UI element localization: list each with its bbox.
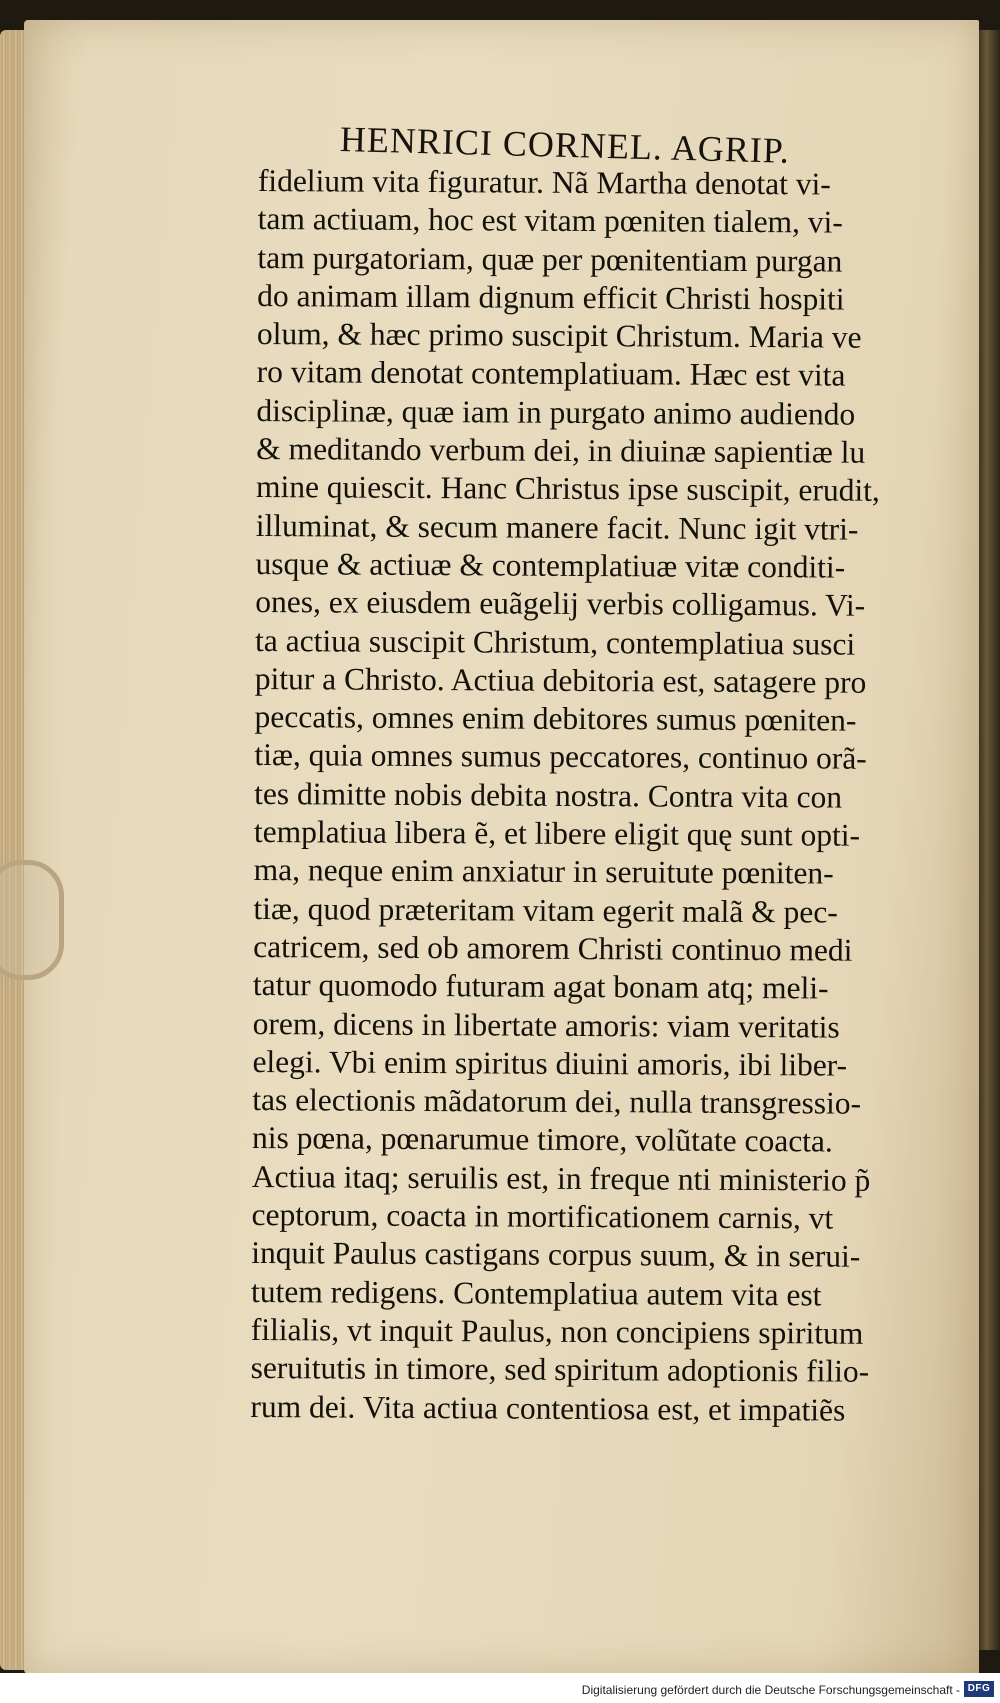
text-line: rum dei. Vita actiua contentiosa est, et impatiẽs: [250, 1388, 846, 1428]
text-line: mine quiescit. Hanc Christus ipse suscipit, erudit,: [255, 469, 880, 509]
dfg-logo: DFG: [964, 1681, 994, 1697]
text-line: & meditando verbum dei, in diuinæ sapientiæ lu: [256, 431, 866, 470]
text-line: ro vitam denotat contemplatiuam. Hæc est vita: [256, 354, 846, 394]
text-line: ones, ex eiusdem euãgelij verbis colligamus. Vi-: [255, 584, 866, 623]
text-line: templatiua libera ẽ, et libere eligit quę sunt opti-: [253, 814, 861, 853]
text-line: illuminat, & secum manere facit. Nunc igit vtri-: [255, 507, 859, 547]
text-line: olum, & hæc primo suscipit Christum. Maria ve: [256, 316, 862, 355]
text-line: inquit Paulus castigans corpus suum, & in serui-: [251, 1235, 861, 1275]
text-line: tutem redigens. Contemplatiua autem vita est: [250, 1273, 822, 1313]
text-line: seruitutis in timore, sed spiritum adoptionis filio-: [250, 1350, 870, 1389]
text-line: tatur quomodo futuram agat bonam atq; meli-: [252, 967, 829, 1006]
text-line: ta actiua suscipit Christum, contemplatiua susci: [254, 622, 856, 662]
book-clasp: [0, 860, 64, 980]
text-line: nis pœna, pœnarumue timore, volũtate coacta.: [251, 1120, 833, 1159]
text-line: usque & actiuæ & contemplatiuæ vitæ conditi-: [255, 545, 846, 585]
text-line: catricem, sed ob amorem Christi continuo medi: [253, 928, 853, 968]
text-line: tas electionis mãdatorum dei, nulla transgressio-: [252, 1082, 862, 1121]
right-page-edge: [978, 30, 1000, 1650]
text-line: orem, dicens in libertate amoris: viam veritatis: [252, 1005, 840, 1045]
text-line: Actiua itaq; seruilis est, in freque nti ministerio p̃: [251, 1158, 871, 1198]
text-line: pitur a Christo. Actiua debitoria est, satagere pro: [254, 660, 867, 700]
text-line: tam purgatoriam, quæ per pœnitentiam purgan: [257, 239, 843, 279]
text-line: fidelium vita figuratur. Nã Martha denotat vi-: [257, 162, 831, 202]
text-line: tes dimitte nobis debita nostra. Contra vita con: [254, 775, 843, 815]
text-line: ceptorum, coacta in mortificationem carnis, vt: [251, 1196, 834, 1236]
funding-credit: Digitalisierung gefördert durch die Deutsche Forschungsgemeinschaft -: [581, 1683, 960, 1697]
text-line: elegi. Vbi enim spiritus diuini amoris, ibi liber-: [252, 1043, 848, 1083]
text-line: do animam illam dignum efficit Christi hospiti: [257, 277, 845, 317]
footer-bar: [0, 1673, 1000, 1703]
body-text: [250, 162, 970, 1430]
text-line: peccatis, omnes enim debitores sumus pœniten-: [254, 699, 857, 738]
running-head: HENRICI CORNEL. AGRIP.: [339, 119, 791, 171]
text-line: filialis, vt inquit Paulus, non concipiens spiritum: [250, 1311, 864, 1351]
text-line: tam actiuam, hoc est vitam pœniten tialem, vi-: [257, 201, 843, 240]
text-line: ma, neque enim anxiatur in seruitute pœniten-: [253, 852, 834, 891]
text-line: tiæ, quod præteritam vitam egerit malã & pec-: [253, 890, 838, 930]
text-line: tiæ, quia omnes sumus peccatores, continuo orã-: [254, 737, 867, 777]
text-line: disciplinæ, quæ iam in purgato animo audiendo: [256, 392, 856, 432]
